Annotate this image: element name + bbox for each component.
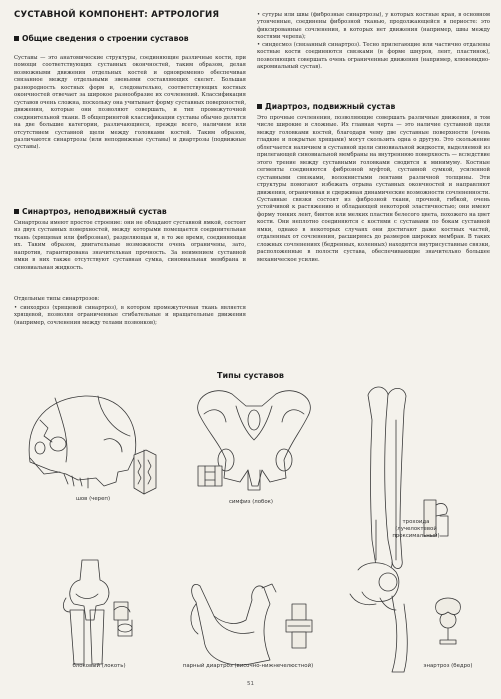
caption-symphysis: симфиз (лобок) (228, 499, 274, 505)
elbow-drawing (63, 560, 109, 664)
caption-pair: парный диартроз (височно-нижнечелюстной) (182, 663, 314, 669)
caption-enarthrosis: энартроз (бедро) (423, 663, 473, 669)
heading-diarthrosis-label: Диартроз, подвижный сустав (265, 102, 396, 111)
figure-title: Типы суставов (217, 371, 284, 380)
symphysis-detail-drawing (198, 466, 222, 486)
jaw-drawing (191, 584, 276, 665)
paragraph-diarthrosis: Это прочные сочленения, позволяющие совершать различные движения, в том числе широкие и сложные. Их главная черта — это наличие суставной щели между головками костей, благодаря чему две суставные поверхности (очень гладкие и покрытые хрящами) могут скользить одна о другую. Это скольжение облегчается наличием в суставной щели синовиальной жидкости, выделяемой из прилегающей синовиальной мембраны на внутреннюю поверхность — вследствие этого трение между суставными головками сводится к минимуму. Костные сегменты соединяются фиброзной муфтой, суставной сумкой, усиленной суставными связками, волокнистыми лентами различной толщины. Эти структуры помогают избежать отрыва суставных окончностей и направляют движения, ограничивая и сдерживая динамические возможности сочлененности. Суставные связки состоят из фиброзной ткани, прочной, гибкой, очень устойчивой к растяжению и обладающей некоторой эластичностью; они имеют форму тонких лент, бинтов или мелких пластин белесого цвета, похожего на цвет кости. Они неплотно соединяются с костями с суставами по бокам суставной ямки, однако в некоторых случаях они достигают даже костных частей, отдаленных от сочленения, расширяясь до размеров широких мембран. В таких сложных сочленениях (бедренных, коленных) находятся внутрисуставные связки, расположенные в полости сустава, обеспечивающие значительно большее механическое усилие. (257, 115, 490, 263)
skull-drawing (29, 396, 136, 488)
suture-detail-drawing (134, 450, 156, 494)
synarthrosis-item-1: • синходроз (хрящевой синартроз), в котором промежуточная ткань является хрящевой, позволяя ограниченные сгибательные и вращательные движения (например, сочленения между телами позвонков); (14, 305, 246, 326)
paragraph-general: Суставы — это анатомические структуры, соединяющие различные кости, при помощи соответствующих суставных окончностей, таким образом, делая возможными движения отдельных костей и одновременно обеспечивая связанное между отдельными звеньями составляющих скелет. Большая разнородность костных форм и, следовательно, соответствующих костных окончностей отвечает за широкое разнообразие их сочленений. Классификация суставов очень сложна, поскольку она учитывает форму суставных поверхностей, движения, которые они позволяют совершать, и тип промежуточной соединительной ткани. В общепринятой классификации суставы обычно делятся на две большие категории, различающиеся, прежде всего, наличием или отсутствием суставной щели между головками костей. Таким образом, различаются синартрозы (или неподвижные суставы) и диартрозы (подвижные суставы). (14, 55, 246, 151)
caption-trochoid: трохоида (лучелоктевой проксимальный) (392, 519, 440, 539)
enarthrosis-detail-drawing (436, 598, 461, 644)
caption-suture: шов (череп) (75, 496, 111, 502)
pair-detail-drawing (286, 604, 312, 648)
heading-synarthrosis-label: Синартроз, неподвижный сустав (22, 207, 167, 216)
page-number: 51 (246, 681, 255, 687)
hinge-detail-drawing (114, 602, 132, 636)
forearm-bones-drawing (368, 387, 406, 572)
synarthrosis-items-continued: • сутуры или швы (фиброзные синартрозы), у которых костные края, в основном утонченные, соединены фиброзной тканью, продолжающейся в периосте: это фиксированные сочленения, в которых нет движения (например, швы между костями черепа); • синдесмоз (связанный синартроз). Тесно прилегающие или частично отдалены костные кости соединяются связками (в форме шнуров, лент, пластинок), позволяющих совершать очень ограниченные движения (например, клювовидно-акромиальный сустав). (257, 12, 490, 71)
heading-general-label: Общие сведения о строении суставов (22, 34, 189, 43)
synarthrosis-types-intro: Отдельные типы синартрозов: (14, 296, 100, 302)
page-title: СУСТАВНОЙ КОМПОНЕНТ: АРТРОЛОГИЯ (14, 10, 220, 20)
caption-hinge: блоковый (локоть) (72, 663, 126, 669)
paragraph-synarthrosis: Синартрозы имеют простое строение: они не обладают суставной ямкой, состоят из двух суставных поверхностей, между которыми помещается соединительная ткань (хрящевая или фиброзная), разделяющая и, в то же время, соединяющая их. Таким образом, двигательные возможности очень ограничены, зато, напротив, гарантирована значительная прочность. За неимением суставной ямки в них также отсутствуют суставная сумка, синовиальная мембрана и синовиальная жидкость. (14, 220, 246, 271)
hip-drawing (350, 563, 407, 672)
